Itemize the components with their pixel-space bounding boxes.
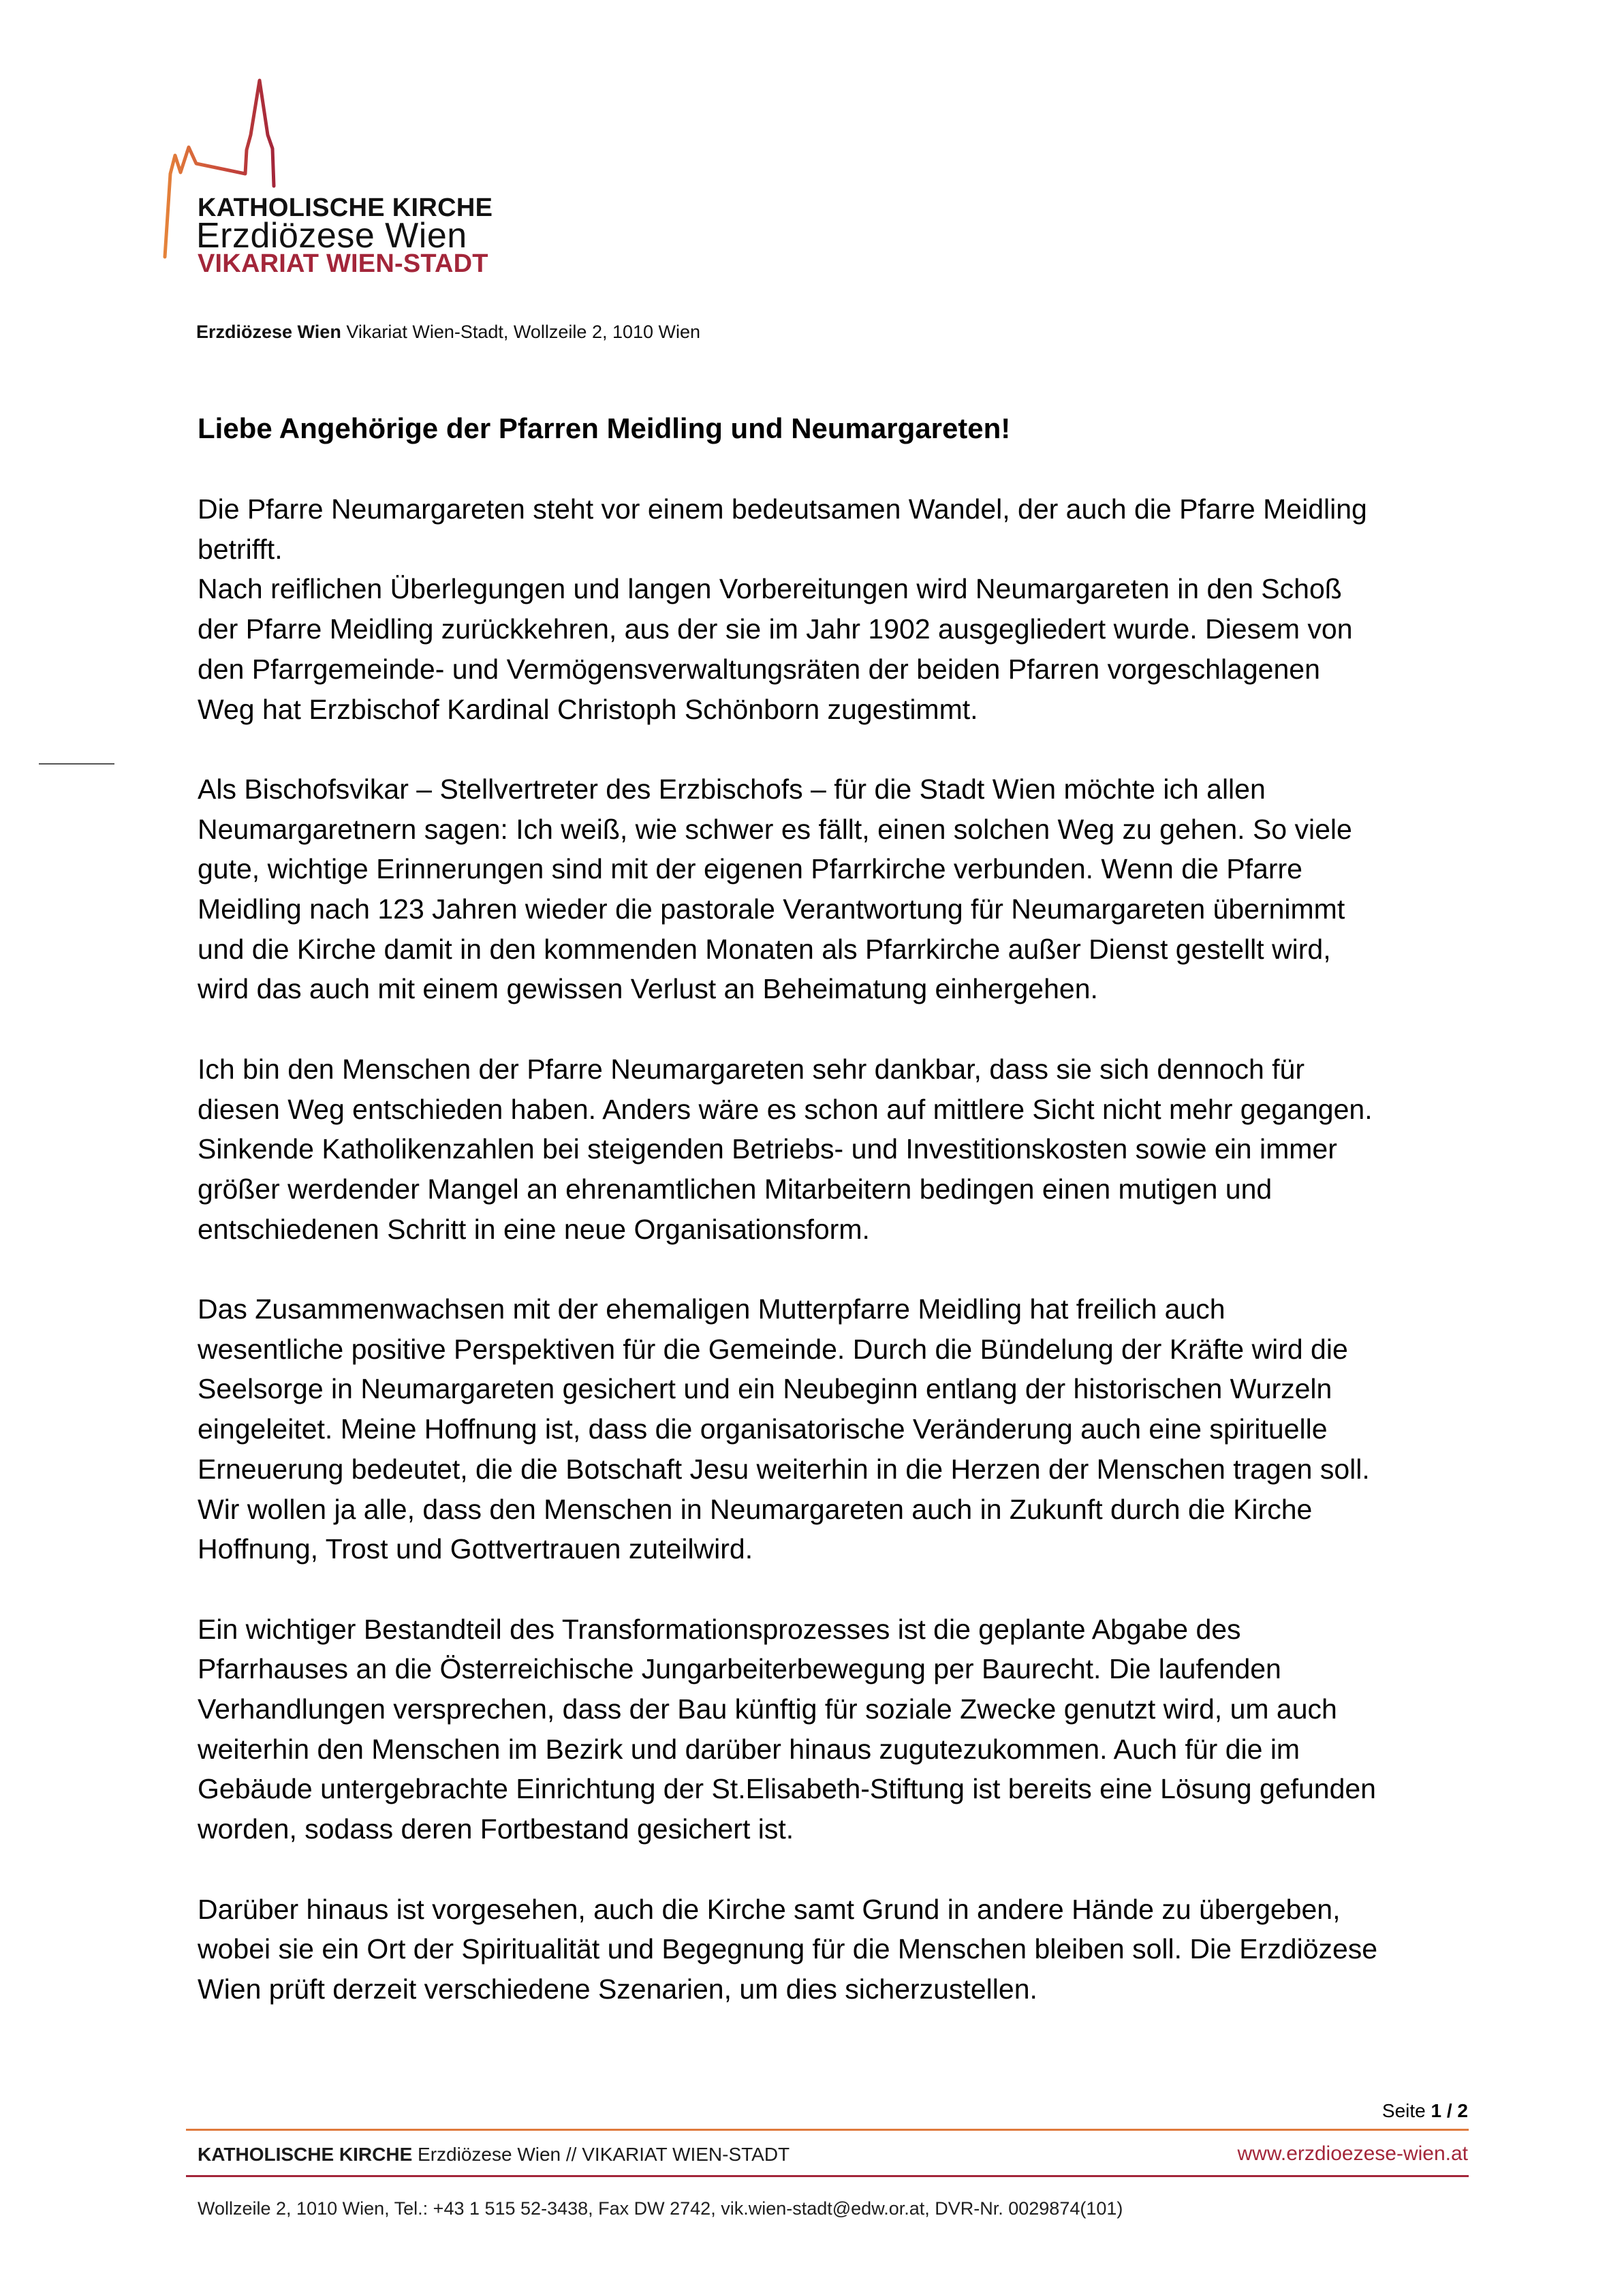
logo-subtitle: Erzdiözese Wien [196, 216, 467, 256]
footer-contact-address: Wollzeile 2, 1010 Wien, Tel.: +43 1 515 52-3438, Fax DW 2742, vik.wien-stadt@edw.or.at, DVR-Nr. 0029874(101) [198, 2198, 1123, 2219]
text-line: eingeleitet. Meine Hoffnung ist, dass die organisatorische Veränderung auch eine spirituelle [198, 1413, 1328, 1445]
text-line: Ich bin den Menschen der Pfarre Neumargareten sehr dankbar, dass sie sich dennoch für [198, 1053, 1305, 1085]
text-line: Als Bischofsvikar – Stellvertreter des Erzbischofs – für die Stadt Wien möchte ich allen [198, 773, 1266, 805]
text-line: worden, sodass deren Fortbestand gesichert ist. [198, 1813, 794, 1845]
footer-divider-bottom [186, 2175, 1469, 2177]
fold-mark [39, 763, 114, 765]
text-line: Erneuerung bedeutet, die die Botschaft Jesu weiterhin in die Herzen der Menschen tragen soll. [198, 1453, 1370, 1485]
text-line: entschiedenen Schritt in eine neue Organisationsform. [198, 1213, 870, 1245]
text-line: wird das auch mit einem gewissen Verlust an Beheimatung einhergehen. [198, 973, 1098, 1005]
footer-organization [198, 2144, 790, 2166]
page-current: 1 [1431, 2100, 1442, 2121]
text-line: weiterhin den Menschen im Bezirk und darüber hinaus zugutezukommen. Auch für die im [198, 1733, 1300, 1765]
text-line: wesentliche positive Perspektiven für die Gemeinde. Durch die Bündelung der Kräfte wird die [198, 1333, 1348, 1365]
text-line: Wien prüft derzeit verschiedene Szenarien, um dies sicherzustellen. [198, 1973, 1037, 2005]
text-line: wobei sie ein Ort der Spiritualität und Begegnung für die Menschen bleiben soll. Die Erzdiözese [198, 1933, 1378, 1965]
paragraph-2 [198, 769, 1492, 1009]
text-line: diesen Weg entschieden haben. Anders wäre es schon auf mittlere Sicht nicht mehr gegangen. [198, 1093, 1373, 1125]
text-line: Weg hat Erzbischof Kardinal Christoph Schönborn zugestimmt. [198, 693, 978, 725]
text-line: der Pfarre Meidling zurückkehren, aus der sie im Jahr 1902 ausgegliedert wurde. Diesem von [198, 613, 1353, 645]
paragraph-3 [198, 1049, 1492, 1250]
text-line: Hoffnung, Trost und Gottvertrauen zuteilwird. [198, 1533, 753, 1565]
text-line: Seelsorge in Neumargareten gesichert und ein Neubeginn entlang der historischen Wurzeln [198, 1373, 1332, 1405]
paragraph-1 [198, 489, 1492, 729]
diocese-logo [157, 68, 525, 286]
sender-name: Erzdiözese Wien [196, 322, 341, 342]
footer-divider-top [186, 2129, 1469, 2131]
footer-org-rest: Erzdiözese Wien // VIKARIAT WIEN-STADT [412, 2144, 790, 2165]
logo-vikariat: VIKARIAT WIEN-STADT [198, 249, 488, 278]
text-line: und die Kirche damit in den kommenden Monaten als Pfarrkirche außer Dienst gestellt wird, [198, 933, 1331, 965]
logo-title: KATHOLISCHE KIRCHE [198, 194, 493, 222]
text-line: Sinkende Katholikenzahlen bei steigenden Betriebs- und Investitionskosten sowie ein immer [198, 1133, 1337, 1165]
page-label: Seite [1381, 2100, 1431, 2121]
paragraph-6 [198, 1890, 1492, 2009]
text-line: größer werdender Mangel an ehrenamtlichen Mitarbeitern bedingen einen mutigen und [198, 1173, 1272, 1205]
text-line: Die Pfarre Neumargareten steht vor einem bedeutsamen Wandel, der auch die Pfarre Meidling [198, 493, 1367, 525]
text-line: Pfarrhauses an die Österreichische Jungarbeiterbewegung per Baurecht. Die laufenden [198, 1653, 1281, 1685]
text-line: Neumargaretnern sagen: Ich weiß, wie schwer es fällt, einen solchen Weg zu gehen. So viele [198, 813, 1352, 845]
text-line: Das Zusammenwachsen mit der ehemaligen Mutterpfarre Meidling hat freilich auch [198, 1293, 1225, 1325]
text-line: den Pfarrgemeinde- und Vermögensverwaltungsräten der beiden Pfarren vorgeschlagenen [198, 653, 1320, 685]
page-number [1382, 2100, 1468, 2122]
text-line: Verhandlungen versprechen, dass der Bau künftig für soziale Zwecke genutzt wird, um auch [198, 1693, 1337, 1725]
text-line: Ein wichtiger Bestandteil des Transformationsprozesses ist die geplante Abgabe des [198, 1613, 1241, 1645]
text-line: Meidling nach 123 Jahren wieder die pastorale Verantwortung für Neumargareten übernimmt [198, 893, 1345, 925]
text-line: Nach reiflichen Überlegungen und langen Vorbereitungen wird Neumargareten in den Schoß [198, 573, 1342, 605]
text-line: Darüber hinaus ist vorgesehen, auch die Kirche samt Grund in andere Hände zu übergeben, [198, 1893, 1341, 1925]
text-line: gute, wichtige Erinnerungen sind mit der eigenen Pfarrkirche verbunden. Wenn die Pfarre [198, 853, 1302, 885]
text-line: Gebäude untergebrachte Einrichtung der St.Elisabeth-Stiftung ist bereits eine Lösung gefunden [198, 1773, 1376, 1805]
page-separator: / [1441, 2100, 1458, 2121]
paragraph-4 [198, 1289, 1492, 1569]
page-total: 2 [1457, 2100, 1468, 2121]
greeting: Liebe Angehörige der Pfarren Meidling und Neumargareten! [198, 412, 1011, 444]
text-line: betrifft. [198, 533, 283, 565]
footer-website-link[interactable]: www.erzdioezese-wien.at [1237, 2142, 1468, 2165]
sender-address [196, 322, 700, 343]
letter-body [198, 409, 1492, 2049]
text-line: Wir wollen ja alle, dass den Menschen in Neumargareten auch in Zukunft durch die Kirche [198, 1493, 1313, 1525]
paragraph-5 [198, 1609, 1492, 1849]
footer-org-name: KATHOLISCHE KIRCHE [198, 2144, 413, 2165]
sender-address-rest: Vikariat Wien-Stadt, Wollzeile 2, 1010 Wien [341, 322, 701, 342]
